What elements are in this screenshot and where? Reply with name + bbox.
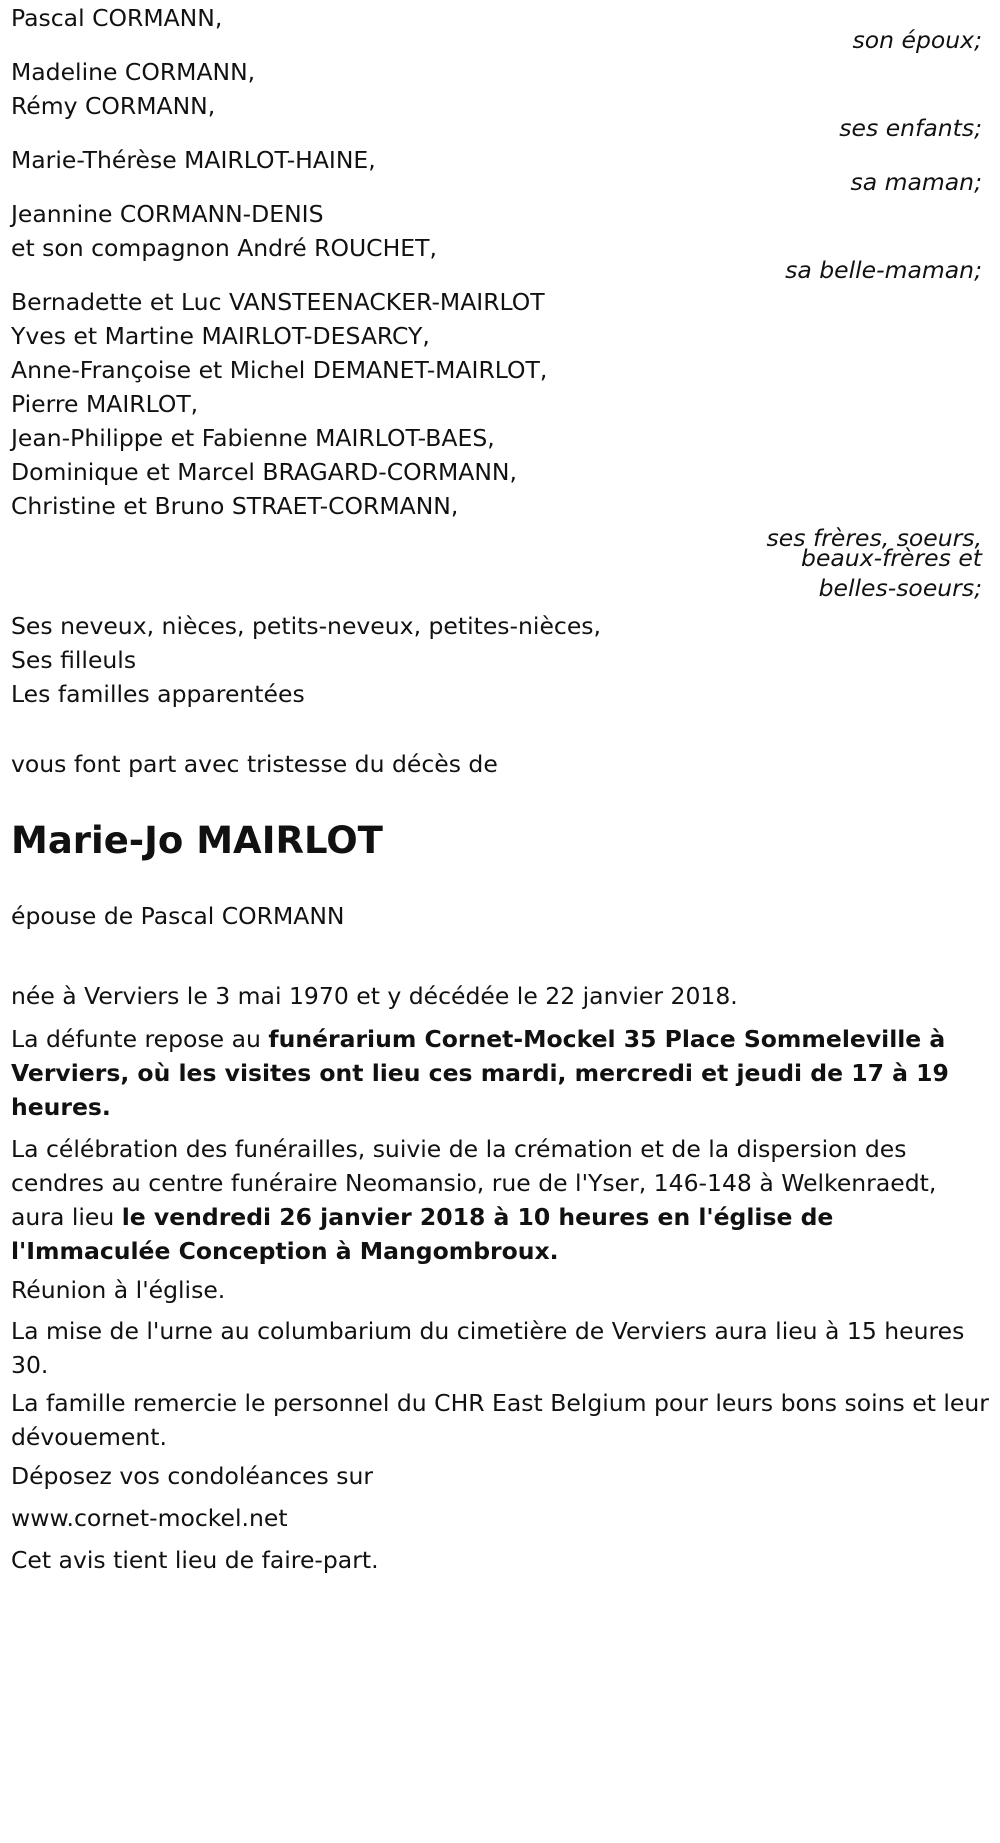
family-name-line: Dominique et Marcel BRAGARD-CORMANN, <box>11 458 517 486</box>
family-group-children <box>11 52 990 148</box>
family-group-mother-in-law <box>11 194 990 290</box>
relatives-line: Ses filleuls <box>11 646 137 674</box>
family-name-line: Pierre MAIRLOT, <box>11 390 199 418</box>
ceremony-prefix: La célébration des funérailles, suivie de la crémation et de la dispersion des cendres au centre funéraire Neomansio, rue de l'Yser, 146-148 à Welkenraedt, aura lieu <box>11 1135 937 1231</box>
condolences-line: Déposez vos condoléances sur <box>11 1462 374 1490</box>
family-name-line: Christine et Bruno STRAET-CORMANN, <box>11 492 459 520</box>
family-role: sa belle-maman; <box>785 256 982 284</box>
family-group-siblings <box>11 282 990 608</box>
family-name-line: Bernadette et Luc VANSTEENACKER-MAIRLOT <box>11 288 545 316</box>
family-name-line: Jeannine CORMANN-DENIS <box>11 200 324 228</box>
family-role: sa maman; <box>850 168 982 196</box>
rest-bold: funérarium Cornet-Mockel 35 Place Sommeleville à Verviers, où les visites ont lieu ces mardi, mercredi et jeudi de 17 à 19 heures. <box>11 1025 949 1121</box>
reunion-line: Réunion à l'église. <box>11 1276 226 1304</box>
rest-paragraph <box>11 1018 990 1124</box>
family-name-line: Jean-Philippe et Fabienne MAIRLOT-BAES, <box>11 424 495 452</box>
family-name-line: Yves et Martine MAIRLOT-DESARCY, <box>11 322 430 350</box>
rest-prefix: La défunte repose au <box>11 1025 269 1053</box>
relatives-line: Ses neveux, nièces, petits-neveux, petites-nièces, <box>11 612 601 640</box>
family-name-line: Anne-Françoise et Michel DEMANET-MAIRLOT, <box>11 356 548 384</box>
family-name-line: Rémy CORMANN, <box>11 92 216 120</box>
family-role: belles-soeurs; <box>818 574 982 602</box>
relatives-line: Les familles apparentées <box>11 680 305 708</box>
urn-paragraph: La mise de l'urne au columbarium du cimetière de Verviers aura lieu à 15 heures 30. <box>11 1317 965 1379</box>
deceased-name: Marie-Jo MAIRLOT <box>11 819 383 862</box>
family-group-spouse <box>11 0 990 60</box>
family-role: son époux; <box>852 26 982 54</box>
website-link[interactable]: www.cornet-mockel.net <box>11 1504 288 1532</box>
family-group-mother <box>11 140 990 202</box>
ceremony-bold: le vendredi 26 janvier 2018 à 10 heures en l'église de l'Immaculée Conception à Mangombroux. <box>11 1203 834 1265</box>
family-name-line: Madeline CORMANN, <box>11 58 256 86</box>
spouse-line: épouse de Pascal CORMANN <box>11 902 345 930</box>
announcement: vous font part avec tristesse du décès de <box>11 750 498 778</box>
family-name-line: et son compagnon André ROUCHET, <box>11 234 437 262</box>
thanks-paragraph: La famille remercie le personnel du CHR East Belgium pour leurs bons soins et leur dévouement. <box>11 1389 989 1451</box>
other-relatives <box>11 606 990 714</box>
ceremony-paragraph <box>11 1132 990 1268</box>
family-role: beaux-frères et <box>801 544 982 572</box>
family-name-line: Marie-Thérèse MAIRLOT-HAINE, <box>11 146 376 174</box>
birth-death: née à Verviers le 3 mai 1970 et y décédée le 22 janvier 2018. <box>11 982 738 1010</box>
family-role: ses frères, soeurs, <box>766 524 982 552</box>
closing-line: Cet avis tient lieu de faire-part. <box>11 1546 379 1574</box>
family-role: ses enfants; <box>839 114 982 142</box>
family-name-line: Pascal CORMANN, <box>11 4 223 32</box>
